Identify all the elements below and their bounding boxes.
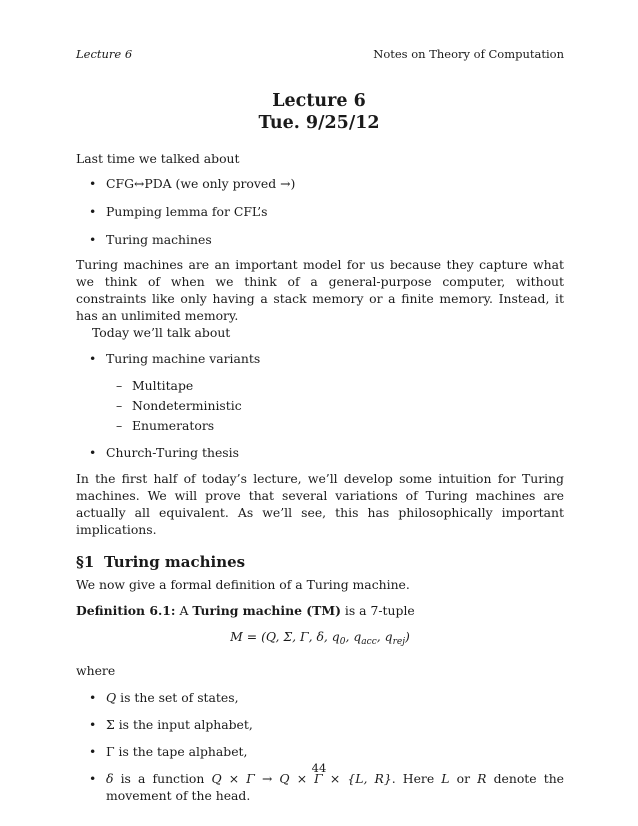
running-header-right: Notes on Theory of Computation <box>373 47 564 61</box>
main-content <box>76 150 564 804</box>
bullet-icon: • <box>89 204 97 219</box>
recap-list <box>76 175 564 248</box>
tuple-formula: M = (Q, Σ, Γ, δ, $q_0$, $q_{acc}$, $q_{rej}$) <box>230 629 410 647</box>
list-item: • Σ is the input alphabet, <box>89 717 253 732</box>
dash-icon: – <box>116 398 123 413</box>
section-number: §1 <box>76 553 95 571</box>
list-item: • δ is a function Q × Γ → Q × Γ × {L, R}. Here L or R denote the movement of the head. <box>89 771 565 803</box>
bullet-icon: • <box>89 690 97 705</box>
section-intro: We now give a formal definition of a Turing machine. <box>76 577 410 592</box>
defined-term: Turing machine (TM) <box>192 603 341 618</box>
running-header-left: Lecture 6 <box>76 47 133 61</box>
list-item: • Pumping lemma for CFL’s <box>89 204 268 219</box>
agenda-list <box>76 350 564 367</box>
title-line-1: Lecture 6 <box>272 91 366 111</box>
dash-icon: – <box>116 418 123 433</box>
definition: Definition 6.1: A Turing machine (TM) is a 7-tuple <box>76 603 415 618</box>
dash-icon: – <box>116 378 123 393</box>
bullet-icon: • <box>89 351 97 366</box>
bullet-icon: • <box>89 717 97 732</box>
paragraph-2: In the first half of today’s lecture, we’ll develop some intuition for Turing machines. We will prove that several variations of Turing machines are actually all equivalent. As we’ll see, this has philosophically important implications. <box>76 471 564 537</box>
list-item: • Turing machines <box>89 232 212 247</box>
today-text: Today we’ll talk about <box>92 325 231 340</box>
definition-label: Definition 6.1: <box>76 603 176 618</box>
components-list <box>76 689 564 804</box>
list-item: • Church-Turing thesis <box>89 445 239 460</box>
list-item: • Turing machine variants <box>89 351 261 366</box>
bullet-icon: • <box>89 232 97 247</box>
section-title: Turing machines <box>104 553 246 571</box>
bullet-icon: • <box>89 176 97 191</box>
lecture-title <box>0 90 638 134</box>
where-text: where <box>76 663 116 678</box>
paragraph-1: Turing machines are an important model for us because they capture what we think of when we think of a general-purpose computer, without constraints like only having a stack memory or a finite memory. Instead, it has an unlimited memory. <box>76 257 564 323</box>
bullet-icon: • <box>89 771 97 786</box>
list-item: – Enumerators <box>116 418 215 433</box>
list-item: • CFG↔PDA (we only proved →) <box>89 176 296 191</box>
title-line-2: Tue. 9/25/12 <box>258 113 380 133</box>
bullet-icon: • <box>89 744 97 759</box>
agenda-list-2 <box>76 444 564 461</box>
list-item: • Γ is the tape alphabet, <box>89 744 248 759</box>
list-item: • Q is the set of states, <box>89 690 239 705</box>
bullet-icon: • <box>89 445 97 460</box>
list-item: – Multitape <box>116 378 194 393</box>
intro-text: Last time we talked about <box>76 151 240 166</box>
list-item: – Nondeterministic <box>116 398 242 413</box>
section-heading <box>76 554 564 571</box>
agenda-sublist <box>76 377 564 434</box>
page-number: 44 <box>311 761 327 775</box>
